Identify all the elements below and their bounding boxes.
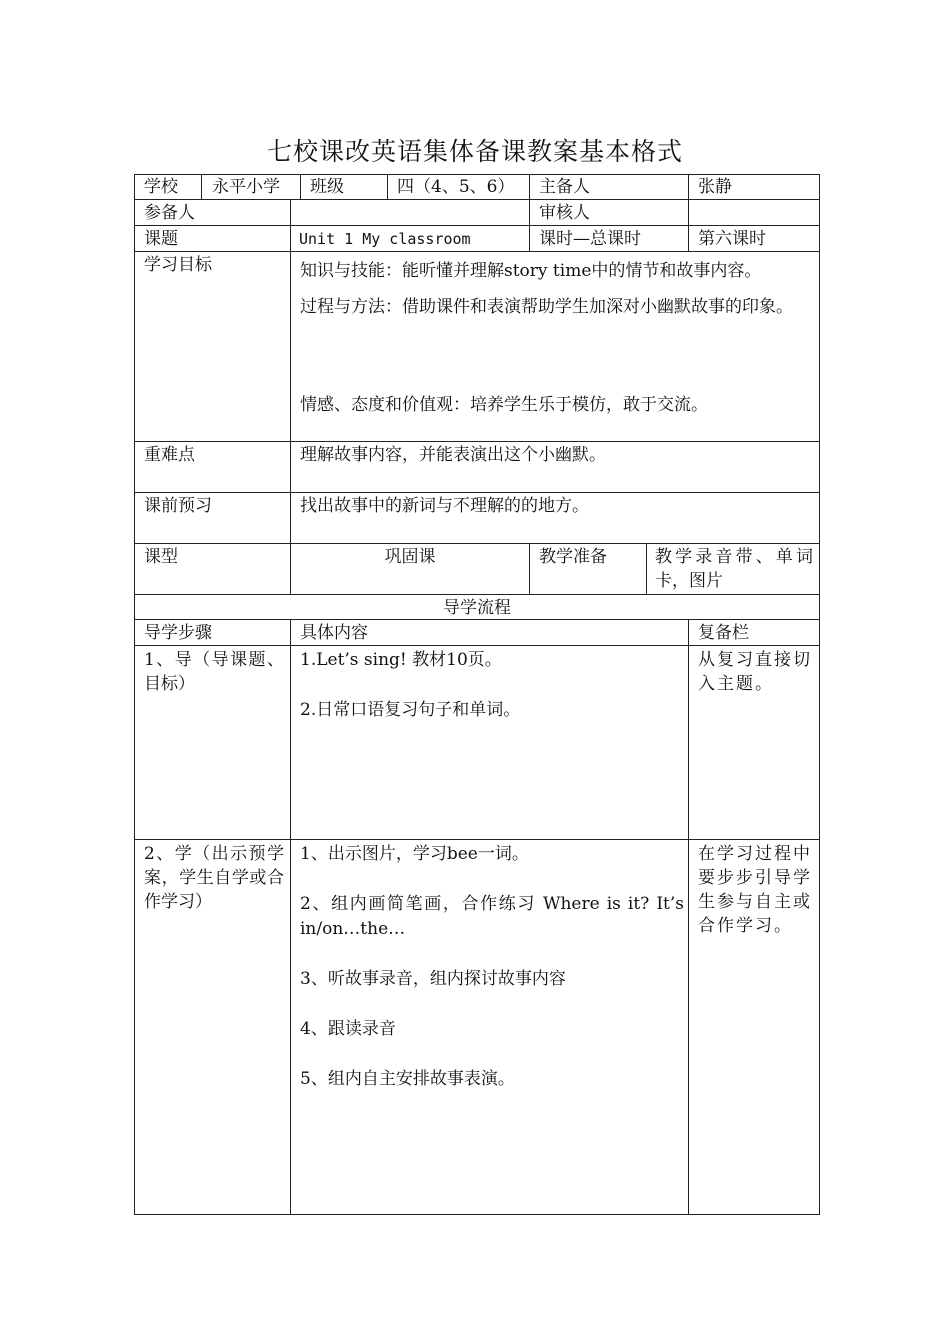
table-rule-v <box>688 174 689 200</box>
table-rule <box>134 225 820 226</box>
preview-label: 课前预习 <box>144 496 212 516</box>
page-title: 七校课改英语集体备课教案基本格式 <box>266 137 683 166</box>
table-rule <box>134 839 820 840</box>
objectives-line-3: 情感、态度和价值观：培养学生乐于模仿，敢于交流。 <box>300 395 708 415</box>
table-rule <box>134 251 820 252</box>
table-rule-v <box>529 174 530 200</box>
table-rule-v <box>201 174 202 200</box>
table-rule-v <box>290 619 291 1215</box>
table-rule-v <box>688 619 689 1215</box>
objectives-line-1: 知识与技能：能听懂并理解story time中的情节和故事内容。 <box>300 261 762 281</box>
key-points-label: 重难点 <box>144 445 195 465</box>
table-border-left <box>134 174 135 1215</box>
key-points-value: 理解故事内容，并能表演出这个小幽默。 <box>300 445 606 465</box>
prep-value: 教学录音带、单词卡，图片 <box>655 547 813 591</box>
col-step-header: 导学步骤 <box>144 623 212 643</box>
table-rule-v <box>529 543 530 594</box>
table-rule-v <box>300 174 301 200</box>
period-label: 课时—总课时 <box>539 229 641 249</box>
flow-heading: 导学流程 <box>443 598 511 618</box>
table-rule <box>134 543 820 544</box>
lesson-type-label: 课型 <box>144 547 178 567</box>
table-rule-v <box>290 199 291 251</box>
reviewer-label: 审核人 <box>539 203 590 223</box>
flow-row-2-content: 1、出示图片，学习bee一词。 2、组内画简笔画，合作练习 Where is it? It’s in/on…the… 3、听故事录音，组内探讨故事内容 4、跟读录音 5、组内自主安排故事表演。 <box>300 844 684 1089</box>
topic-label: 课题 <box>144 229 178 249</box>
participants-label: 参备人 <box>144 203 195 223</box>
objectives-line-2: 过程与方法：借助课件和表演帮助学生加深对小幽默故事的印象。 <box>300 297 793 317</box>
school-value: 永平小学 <box>212 177 280 197</box>
school-label: 学校 <box>144 177 178 197</box>
table-rule <box>134 645 820 646</box>
lead-teacher-value: 张静 <box>698 177 732 197</box>
period-value: 第六课时 <box>698 229 766 249</box>
table-border-right <box>819 174 820 1215</box>
table-rule-v <box>688 199 689 251</box>
table-rule <box>134 441 820 442</box>
prep-label: 教学准备 <box>539 547 607 567</box>
class-label: 班级 <box>310 177 344 197</box>
preview-value: 找出故事中的新词与不理解的的地方。 <box>300 496 589 516</box>
col-content-header: 具体内容 <box>300 623 368 643</box>
lead-teacher-label: 主备人 <box>539 177 590 197</box>
flow-row-1-step: 1、导（导课题、目标） <box>144 650 284 694</box>
flow-row-1-notes: 从复习直接切入主题。 <box>698 650 812 694</box>
table-rule-v <box>387 174 388 200</box>
table-border-bottom <box>134 1214 820 1215</box>
topic-value: Unit 1 My classroom <box>299 230 471 248</box>
flow-row-2-notes: 在学习过程中要步步引导学生参与自主或合作学习。 <box>698 844 812 936</box>
objectives-label: 学习目标 <box>144 255 212 275</box>
table-rule <box>134 492 820 493</box>
col-notes-header: 复备栏 <box>698 623 749 643</box>
table-rule-v <box>646 543 647 594</box>
class-value: 四（4、5、6） <box>397 177 515 197</box>
table-rule <box>134 199 820 200</box>
table-rule-v <box>290 251 291 594</box>
lesson-type-value: 巩固课 <box>384 547 436 567</box>
flow-row-2-step: 2、学（出示预学案，学生自学或合作学习） <box>144 844 284 912</box>
table-rule <box>134 594 820 595</box>
table-rule-v <box>529 199 530 251</box>
flow-row-1-content: 1.Let’s sing! 教材10页。 2.日常口语复习句子和单词。 <box>300 650 521 720</box>
